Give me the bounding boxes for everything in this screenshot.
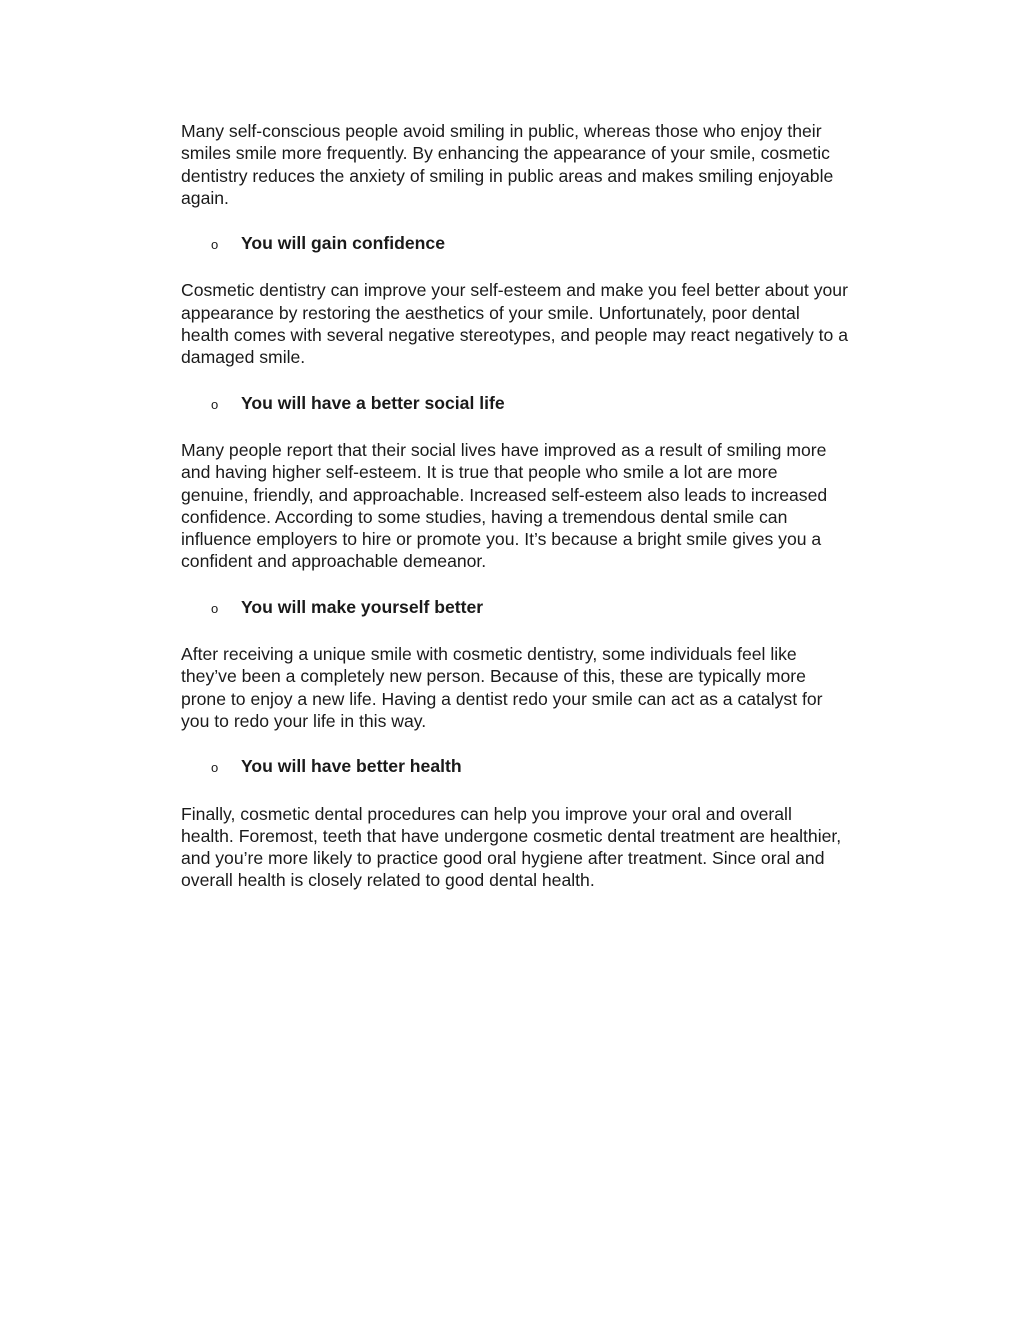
bullet-heading: You will have better health xyxy=(241,756,462,777)
bullet-heading: You will gain confidence xyxy=(241,233,445,254)
bullet-circle-icon: o xyxy=(211,396,219,412)
paragraph-health: Finally, cosmetic dental procedures can help you improve your oral and overall health. Foremost, teeth that have undergone cosmetic dental treatment are healthier, and you’re more likely to practice good oral hygiene after treatment. Since oral and overall health is closely related to good dental health. xyxy=(181,803,842,891)
bullet-item-confidence xyxy=(211,232,916,256)
bullet-circle-icon: o xyxy=(211,237,219,253)
bullet-heading: You will make yourself better xyxy=(241,596,484,617)
document-page xyxy=(181,120,916,915)
paragraph-better-self: After receiving a unique smile with cosmetic dentistry, some individuals feel like they’ve been a completely new person. Because of this, these are typically more prone to enjoy a new life. Having a dentist redo your smile can act as a catalyst for you to redo your life in this way. xyxy=(181,644,823,731)
paragraph-confidence: Cosmetic dentistry can improve your self-esteem and make you feel better about your appearance by restoring the aesthetics of your smile. Unfortunately, poor dental health comes with several negative stereotypes, and people may react negatively to a damaged smile. xyxy=(181,280,848,368)
paragraph-social-life: Many people report that their social lives have improved as a result of smiling more and having higher self-esteem. It is true that people who smile a lot are more genuine, friendly, and approachable. Increased self-esteem also leads to increased confidence. According to some studies, having a tremendous dental smile can influence employers to hire or promote you. It’s because a bright smile gives you a confident and approachable demeanor. xyxy=(181,439,828,572)
paragraph-intro: Many self-conscious people avoid smiling in public, whereas those who enjoy their smiles smile more frequently. By enhancing the appearance of your smile, cosmetic dentistry reduces the anxiety of smiling in public areas and makes smiling enjoyable again. xyxy=(181,121,834,208)
bullet-item-better-self xyxy=(211,596,916,620)
bullet-item-social-life xyxy=(211,392,916,416)
bullet-circle-icon: o xyxy=(211,600,219,616)
bullet-heading: You will have a better social life xyxy=(241,392,505,413)
bullet-circle-icon: o xyxy=(211,760,219,776)
bullet-item-health xyxy=(211,755,916,779)
